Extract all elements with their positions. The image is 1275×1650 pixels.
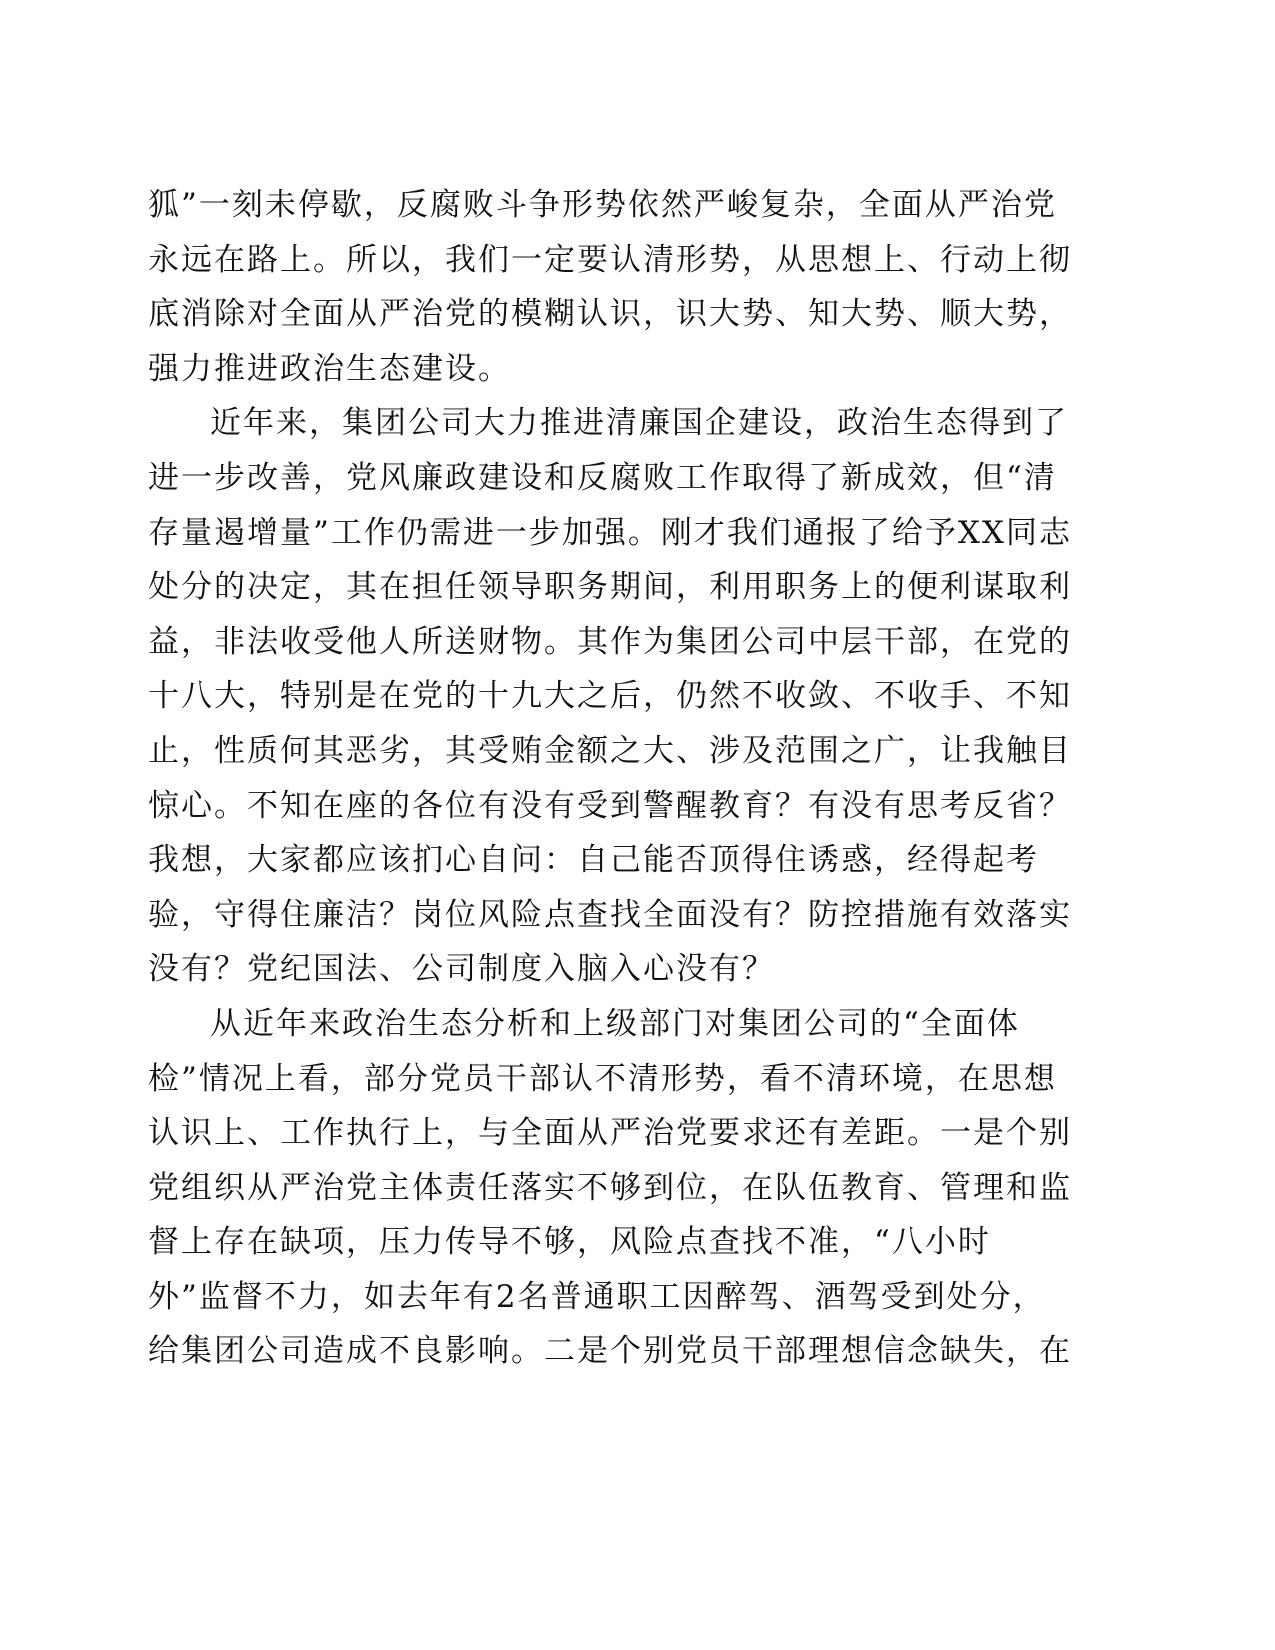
text-line: 止，性质何其恶劣，其受贿金额之大、涉及范围之广，让我触目: [148, 732, 1072, 769]
text-line: 处分的决定，其在担任领导职务期间，利用职务上的便利谋取利: [148, 569, 1072, 606]
text-line: 益，非法收受他人所送财物。其作为集团公司中层干部，在党的: [148, 623, 1072, 660]
text-line: 督上存在缺项，压力传导不够，风险点查找不准，“八小时: [148, 1224, 991, 1261]
text-line: 检”情况上看，部分党员干部认不清形势，看不清环境，在思想: [148, 1060, 1057, 1097]
text-line: 我想，大家都应该扪心自问：自己能否顶得住诱惑，经得起考: [148, 842, 1039, 879]
paragraph-start-line: 从近年来政治生态分析和上级部门对集团公司的“全面体: [210, 1005, 1020, 1042]
text-line: 给集团公司造成不良影响。二是个别党员干部理想信念缺失，在: [148, 1333, 1072, 1370]
text-line: 验，守得住廉洁？岗位风险点查找全面没有？防控措施有效落实: [148, 896, 1072, 933]
text-line: 没有？党纪国法、公司制度入脑入心没有？: [148, 951, 775, 988]
text-line: 惊心。不知在座的各位有没有受到警醒教育？有没有思考反省？: [148, 787, 1072, 824]
text-line: 外”监督不力，如去年有2名普通职工因醉驾、酒驾受到处分，: [148, 1278, 1046, 1315]
text-line: 进一步改善，党风廉政建设和反腐败工作取得了新成效，但“清: [148, 459, 1057, 496]
paragraph-start-line: 近年来，集团公司大力推进清廉国企建设，政治生态得到了: [210, 405, 1068, 442]
text-line: 底消除对全面从严治党的模糊认识，识大势、知大势、顺大势，: [148, 296, 1072, 333]
text-line: 强力推进政治生态建设。: [148, 350, 511, 387]
text-line: 狐”一刻未停歇，反腐败斗争形势依然严峻复杂，全面从严治党: [148, 187, 1057, 223]
text-line: 认识上、工作执行上，与全面从严治党要求还有差距。一是个别: [148, 1115, 1072, 1152]
text-line: 永远在路上。所以，我们一定要认清形势，从思想上、行动上彻: [148, 241, 1072, 278]
text-line: 存量遏增量”工作仍需进一步加强。刚才我们通报了给予XX同志: [148, 514, 1072, 551]
text-line: 十八大，特别是在党的十九大之后，仍然不收敛、不收手、不知: [148, 678, 1072, 715]
body-text: [148, 178, 1108, 1379]
text-line: 党组织从严治党主体责任落实不够到位，在队伍教育、管理和监: [148, 1169, 1072, 1206]
